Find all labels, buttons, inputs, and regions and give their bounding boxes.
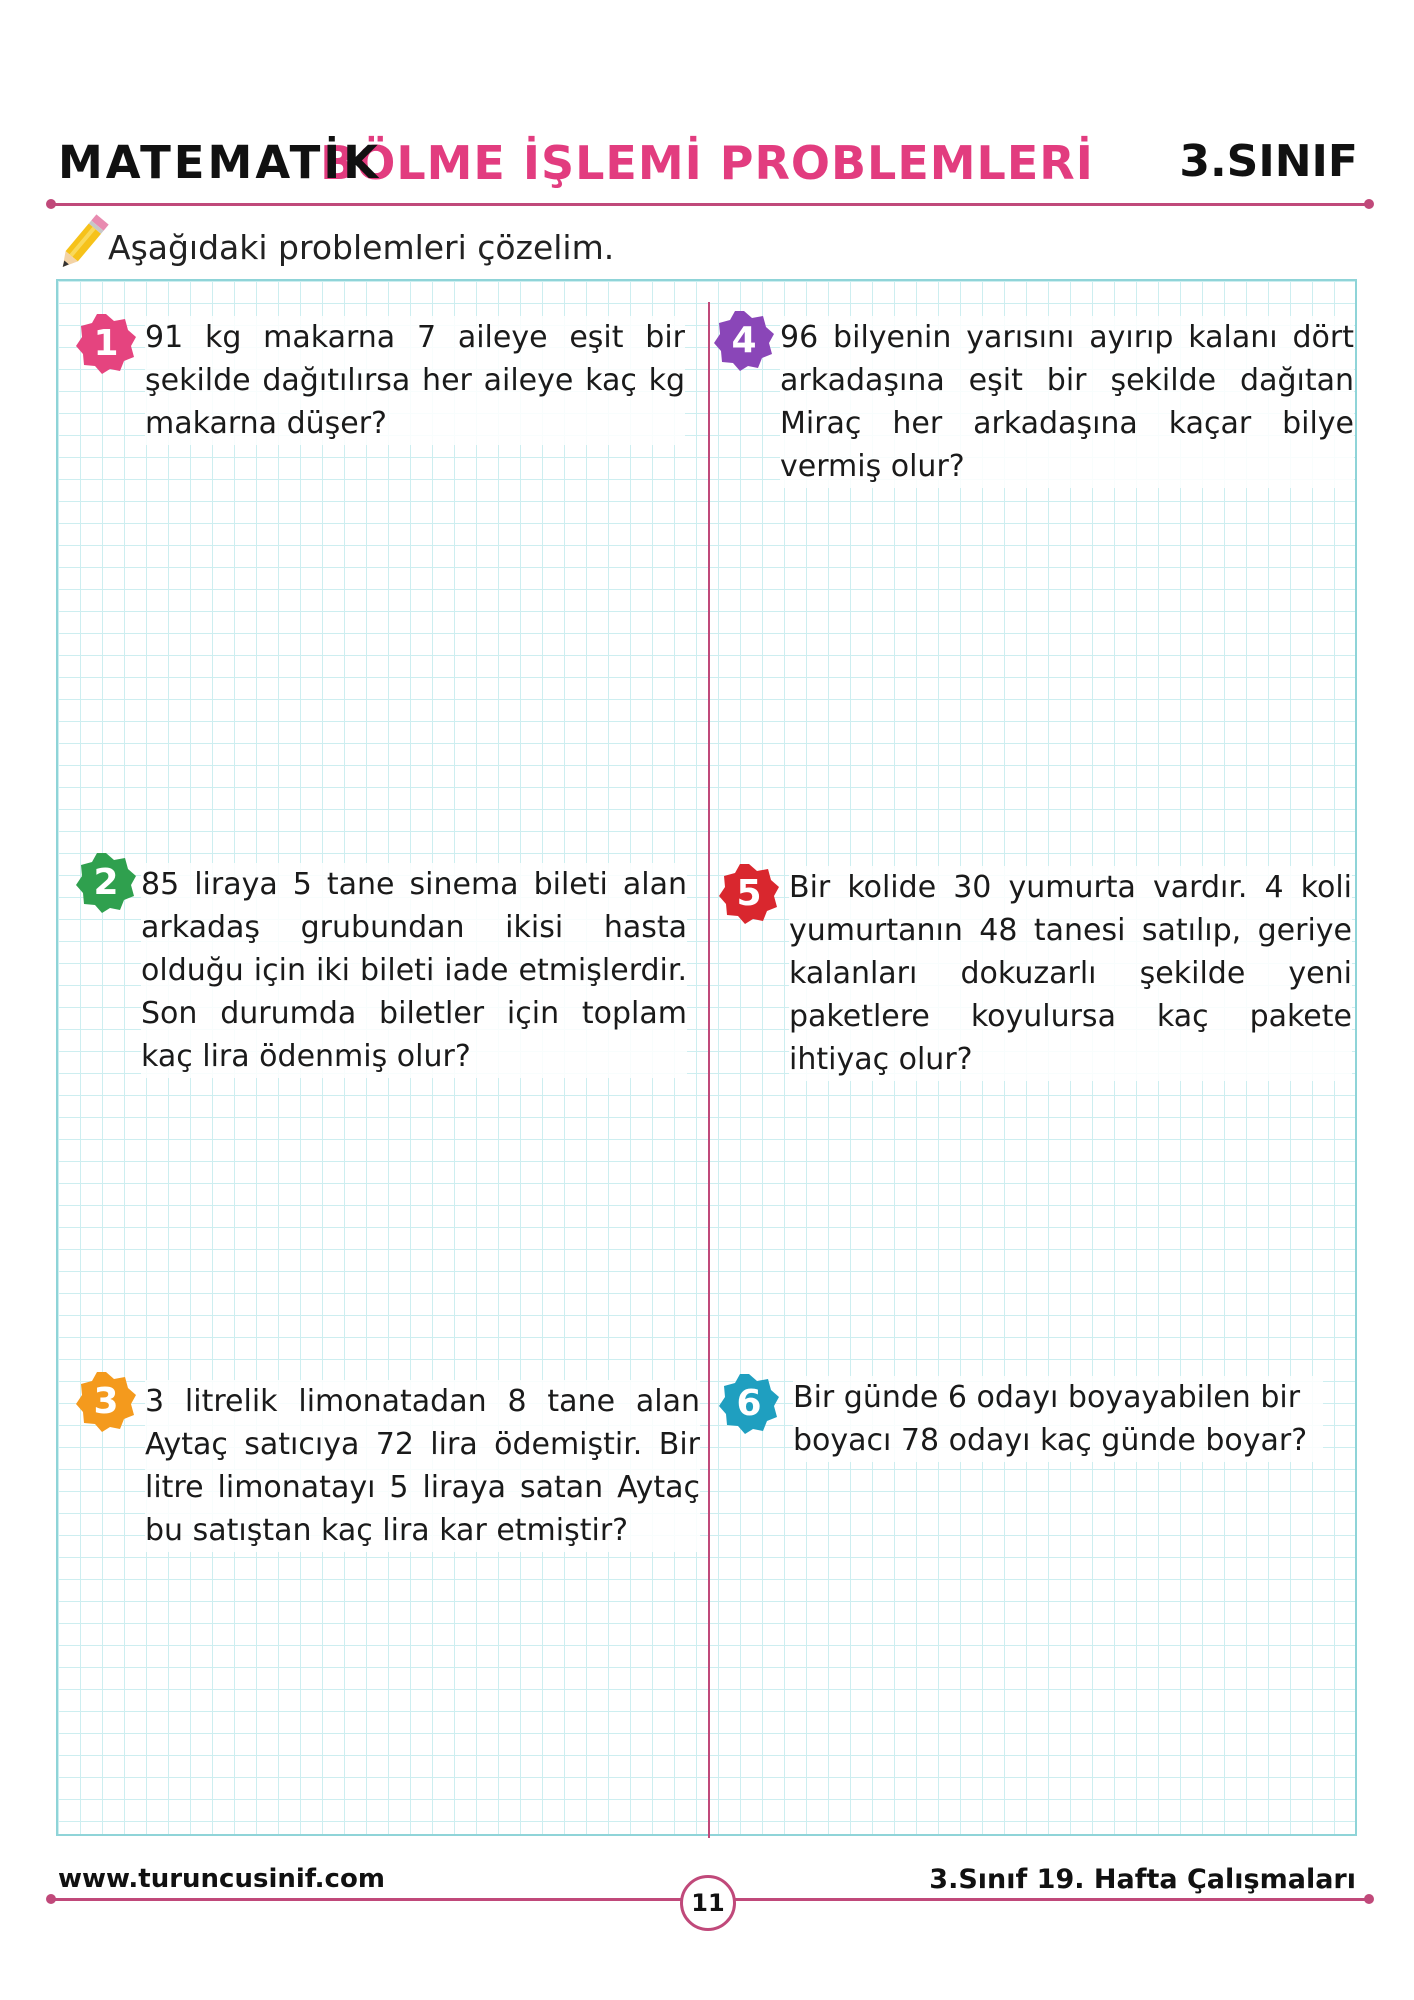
problem-number: 3 <box>93 1381 119 1422</box>
problem-text: Bir kolide 30 yumurta vardır. 4 koli yumurtanın 48 tanesi satılıp, geriye kalanları dokuzarlı şekilde yeni paketlere koyulursa kaç pakete ihtiyaç olur? <box>789 866 1352 1081</box>
problem-number: 1 <box>93 323 119 364</box>
subject-label: MATEMATİK <box>58 136 381 189</box>
grade-label: 3.SINIF <box>1179 136 1358 187</box>
website-link[interactable]: www.turuncusinif.com <box>58 1864 385 1894</box>
series-label: 3.Sınıf 19. Hafta Çalışmaları <box>929 1864 1356 1895</box>
problem-number: 4 <box>731 320 757 361</box>
pencil-icon <box>52 212 112 276</box>
page-number: 11 <box>680 1875 736 1931</box>
problem-text: 96 bilyenin yarısını ayırıp kalanı dört arkadaşına eşit bir şekilde dağıtan Miraç her arkadaşına kaçar bilye vermiş olur? <box>780 316 1354 488</box>
header-divider <box>50 203 1370 206</box>
problem-number: 5 <box>736 873 762 914</box>
page-title: BÖLME İŞLEMİ PROBLEMLERİ <box>320 136 1094 190</box>
problem-text: Bir günde 6 odayı boyayabilen bir boyacı 78 odayı kaç günde boyar? <box>793 1376 1323 1462</box>
column-divider <box>708 302 710 1838</box>
problem-text: 3 litrelik limonatadan 8 tane alan Aytaç satıcıya 72 lira ödemiştir. Bir litre limonatayı 5 liraya satan Aytaç bu satıştan kaç lira kar etmiştir? <box>145 1380 700 1552</box>
problem-text: 85 liraya 5 tane sinema bileti alan arkadaş grubundan ikisi hasta olduğu için iki bileti iade etmişlerdir. Son durumda biletler için toplam kaç lira ödenmiş olur? <box>141 863 687 1078</box>
problem-text: 91 kg makarna 7 aileye eşit bir şekilde dağıtılırsa her aileye kaç kg makarna düşer? <box>145 316 685 445</box>
instruction-text: Aşağıdaki problemleri çözelim. <box>108 228 615 267</box>
problem-number: 2 <box>93 862 119 903</box>
problem-number: 6 <box>736 1383 762 1424</box>
